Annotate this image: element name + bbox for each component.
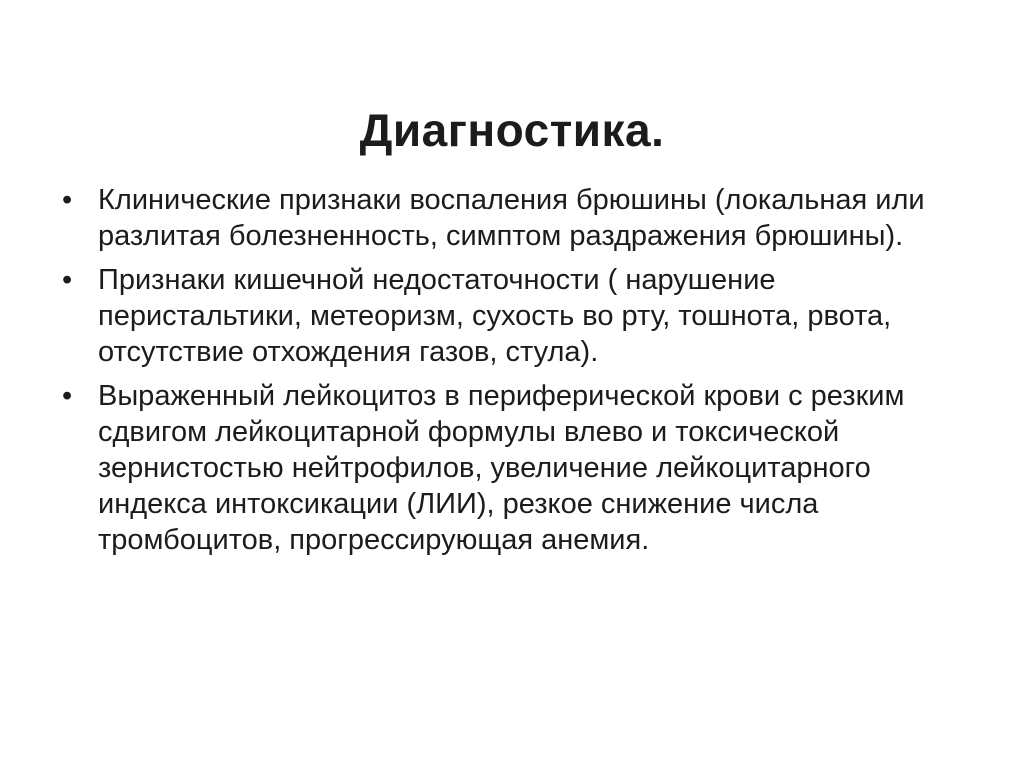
bullet-icon: •	[62, 264, 73, 296]
bullet-text: Признаки кишечной недостаточности ( нарушение перистальтики, метеоризм, сухость во рту, тошнота, рвота, отсутствие отхождения газов, стула).	[98, 264, 892, 368]
bullet-icon: •	[62, 184, 73, 216]
bullet-list	[60, 182, 980, 566]
bullet-text: Выраженный лейкоцитоз в периферической крови с резким сдвигом лейкоцитарной формулы влево и токсической зернистостью нейтрофилов, увеличение лейкоцитарного индекса интоксикации (ЛИИ), резкое снижение числа тромбоцитов, прогрессирующая анемия.	[98, 380, 905, 556]
bullet-item	[60, 262, 980, 370]
bullet-text: Клинические признаки воспаления брюшины (локальная или разлитая болезненность, симптом раздражения брюшины).	[98, 184, 925, 252]
bullet-item	[60, 182, 980, 254]
bullet-item	[60, 378, 980, 558]
slide-title: Диагностика.	[359, 103, 665, 156]
bullet-icon: •	[62, 380, 73, 412]
